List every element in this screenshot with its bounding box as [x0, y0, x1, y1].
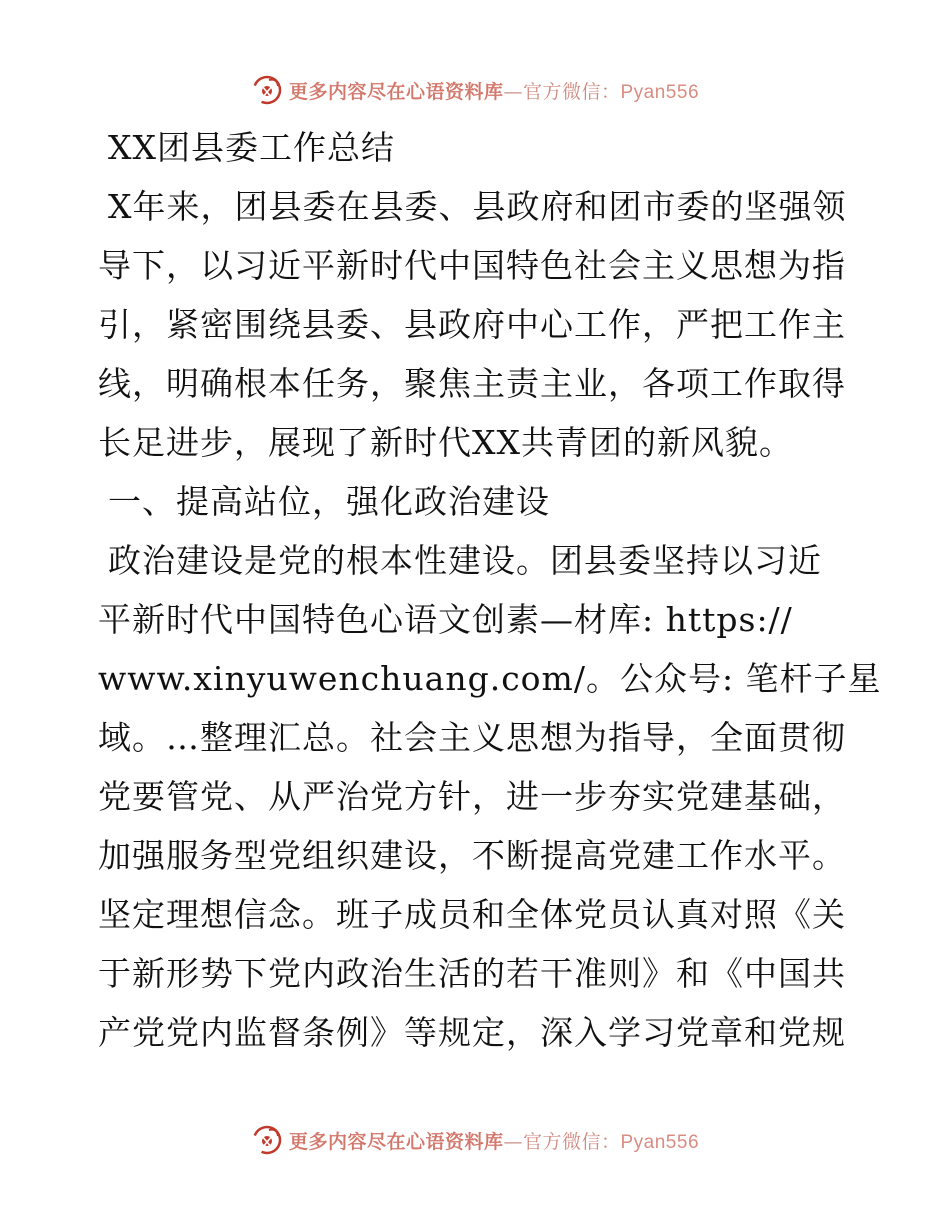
section-heading: 一、提高站位，强化政治建设	[108, 482, 550, 521]
footer-banner-brand: 更多内容尽在心语资料库	[288, 1130, 504, 1153]
logo-icon	[251, 74, 283, 106]
section-line: 加强服务型党组织建设，不断提高党建工作水平。	[98, 836, 846, 875]
header-banner-content	[251, 74, 699, 106]
intro-line: 引，紧密围绕县委、县政府中心工作，严把工作主	[98, 305, 846, 344]
footer-banner-wechat-label: 官方微信：	[522, 1130, 621, 1153]
section-line: 产党党内监督条例》等规定，深入学习党章和党规	[98, 1013, 846, 1052]
header-banner-text	[289, 77, 699, 104]
footer-banner-wechat-id: Pyan556	[620, 1131, 700, 1153]
section-line: 党要管党、从严治党方针，进一步夯实党建基础，	[98, 777, 846, 816]
document-body	[98, 118, 882, 1062]
intro-line: 线，明确根本任务，聚焦主责主业，各项工作取得	[98, 364, 846, 403]
intro-line: 导下，以习近平新时代中国特色社会主义思想为指	[98, 246, 846, 285]
header-banner-brand: 更多内容尽在心语资料库	[288, 80, 504, 103]
section-line: 政治建设是党的根本性建设。团县委坚持以习近	[108, 541, 822, 580]
header-banner-dash: —	[503, 80, 523, 103]
footer-banner-dash: —	[503, 1130, 523, 1153]
footer-watermark-banner	[0, 1120, 950, 1160]
logo-icon	[251, 1124, 283, 1156]
intro-line: 长足进步，展现了新时代XX共青团的新风貌。	[98, 423, 793, 462]
header-banner-wechat-id: Pyan556	[620, 81, 700, 103]
section-line: www.xinyuwenchuang.com/。公众号: 笔杆子星	[98, 659, 882, 698]
section-line: 坚定理想信念。班子成员和全体党员认真对照《关	[98, 895, 846, 934]
header-watermark-banner	[0, 70, 950, 110]
intro-line: X年来，团县委在县委、县政府和团市委的坚强领	[108, 187, 847, 226]
footer-banner-content	[251, 1124, 699, 1156]
header-banner-wechat-label: 官方微信：	[522, 80, 621, 103]
section-line: 域。…整理汇总。社会主义思想为指导，全面贯彻	[98, 718, 846, 757]
section-line: 平新时代中国特色心语文创素—材库: https://	[98, 600, 793, 639]
section-line: 于新形势下党内政治生活的若干准则》和《中国共	[98, 954, 846, 993]
document-title: XX团县委工作总结	[108, 128, 395, 167]
footer-banner-text	[289, 1127, 699, 1154]
